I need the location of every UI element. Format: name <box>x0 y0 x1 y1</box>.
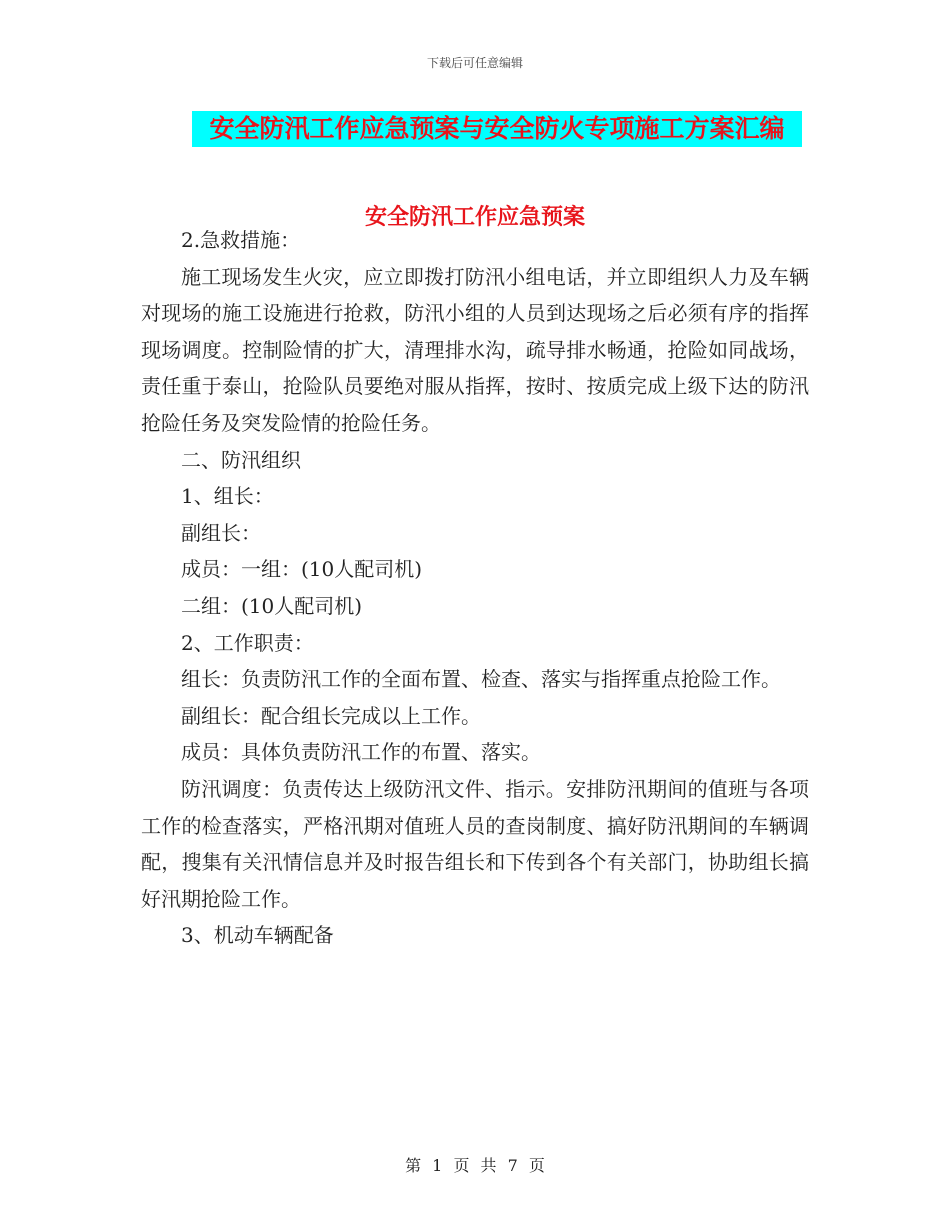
paragraph: 成员：一组：(10人配司机) <box>181 557 423 582</box>
paragraph: 3、机动车辆配备 <box>181 923 334 948</box>
paragraph: 1、组长： <box>181 484 274 509</box>
page-footer: 第 1 页 共 7 页 <box>405 1156 545 1175</box>
paragraph: 副组长：配合组长完成以上工作。 <box>181 703 481 728</box>
section-title: 安全防汛工作应急预案 <box>364 205 585 230</box>
paragraph: 二、防汛组织 <box>181 447 301 472</box>
paragraph: 2、工作职责： <box>181 630 314 655</box>
paragraph: 成员：具体负责防汛工作的布置、落实。 <box>181 740 541 765</box>
paragraph: 施工现场发生火灾，应立即拨打防汛小组电话，并立即组织人力及车辆对现场的施工设施进行抢救，防汛小组的人员到达现场之后必须有序的指挥现场调度。控制险情的扩大，清理排水沟，疏导排水畅通，抢险如同战场，责任重于泰山，抢险队员要绝对服从指挥，按时、按质完成上级下达的防汛抢险任务及突发险情的抢险任务。 <box>141 264 809 435</box>
paragraph: 组长：负责防汛工作的全面布置、检查、落实与指挥重点抢险工作。 <box>181 667 781 692</box>
paragraph: 副组长： <box>181 520 261 545</box>
main-title: 安全防汛工作应急预案与安全防火专项施工方案汇编 <box>209 114 785 143</box>
main-title-highlight <box>192 111 802 147</box>
header-note: 下载后可任意编辑 <box>426 56 523 70</box>
paragraph: 二组：(10人配司机) <box>181 593 363 618</box>
document-body <box>141 222 809 954</box>
paragraph: 2.急救措施： <box>181 228 301 252</box>
paragraph: 防汛调度：负责传达上级防汛文件、指示。安排防汛期间的值班与各项工作的检查落实，严格汛期对值班人员的查岗制度、搞好防汛期间的车辆调配，搜集有关汛情信息并及时报告组长和下传到各个有关部门，协助组长搞好汛期抢险工作。 <box>141 776 809 911</box>
